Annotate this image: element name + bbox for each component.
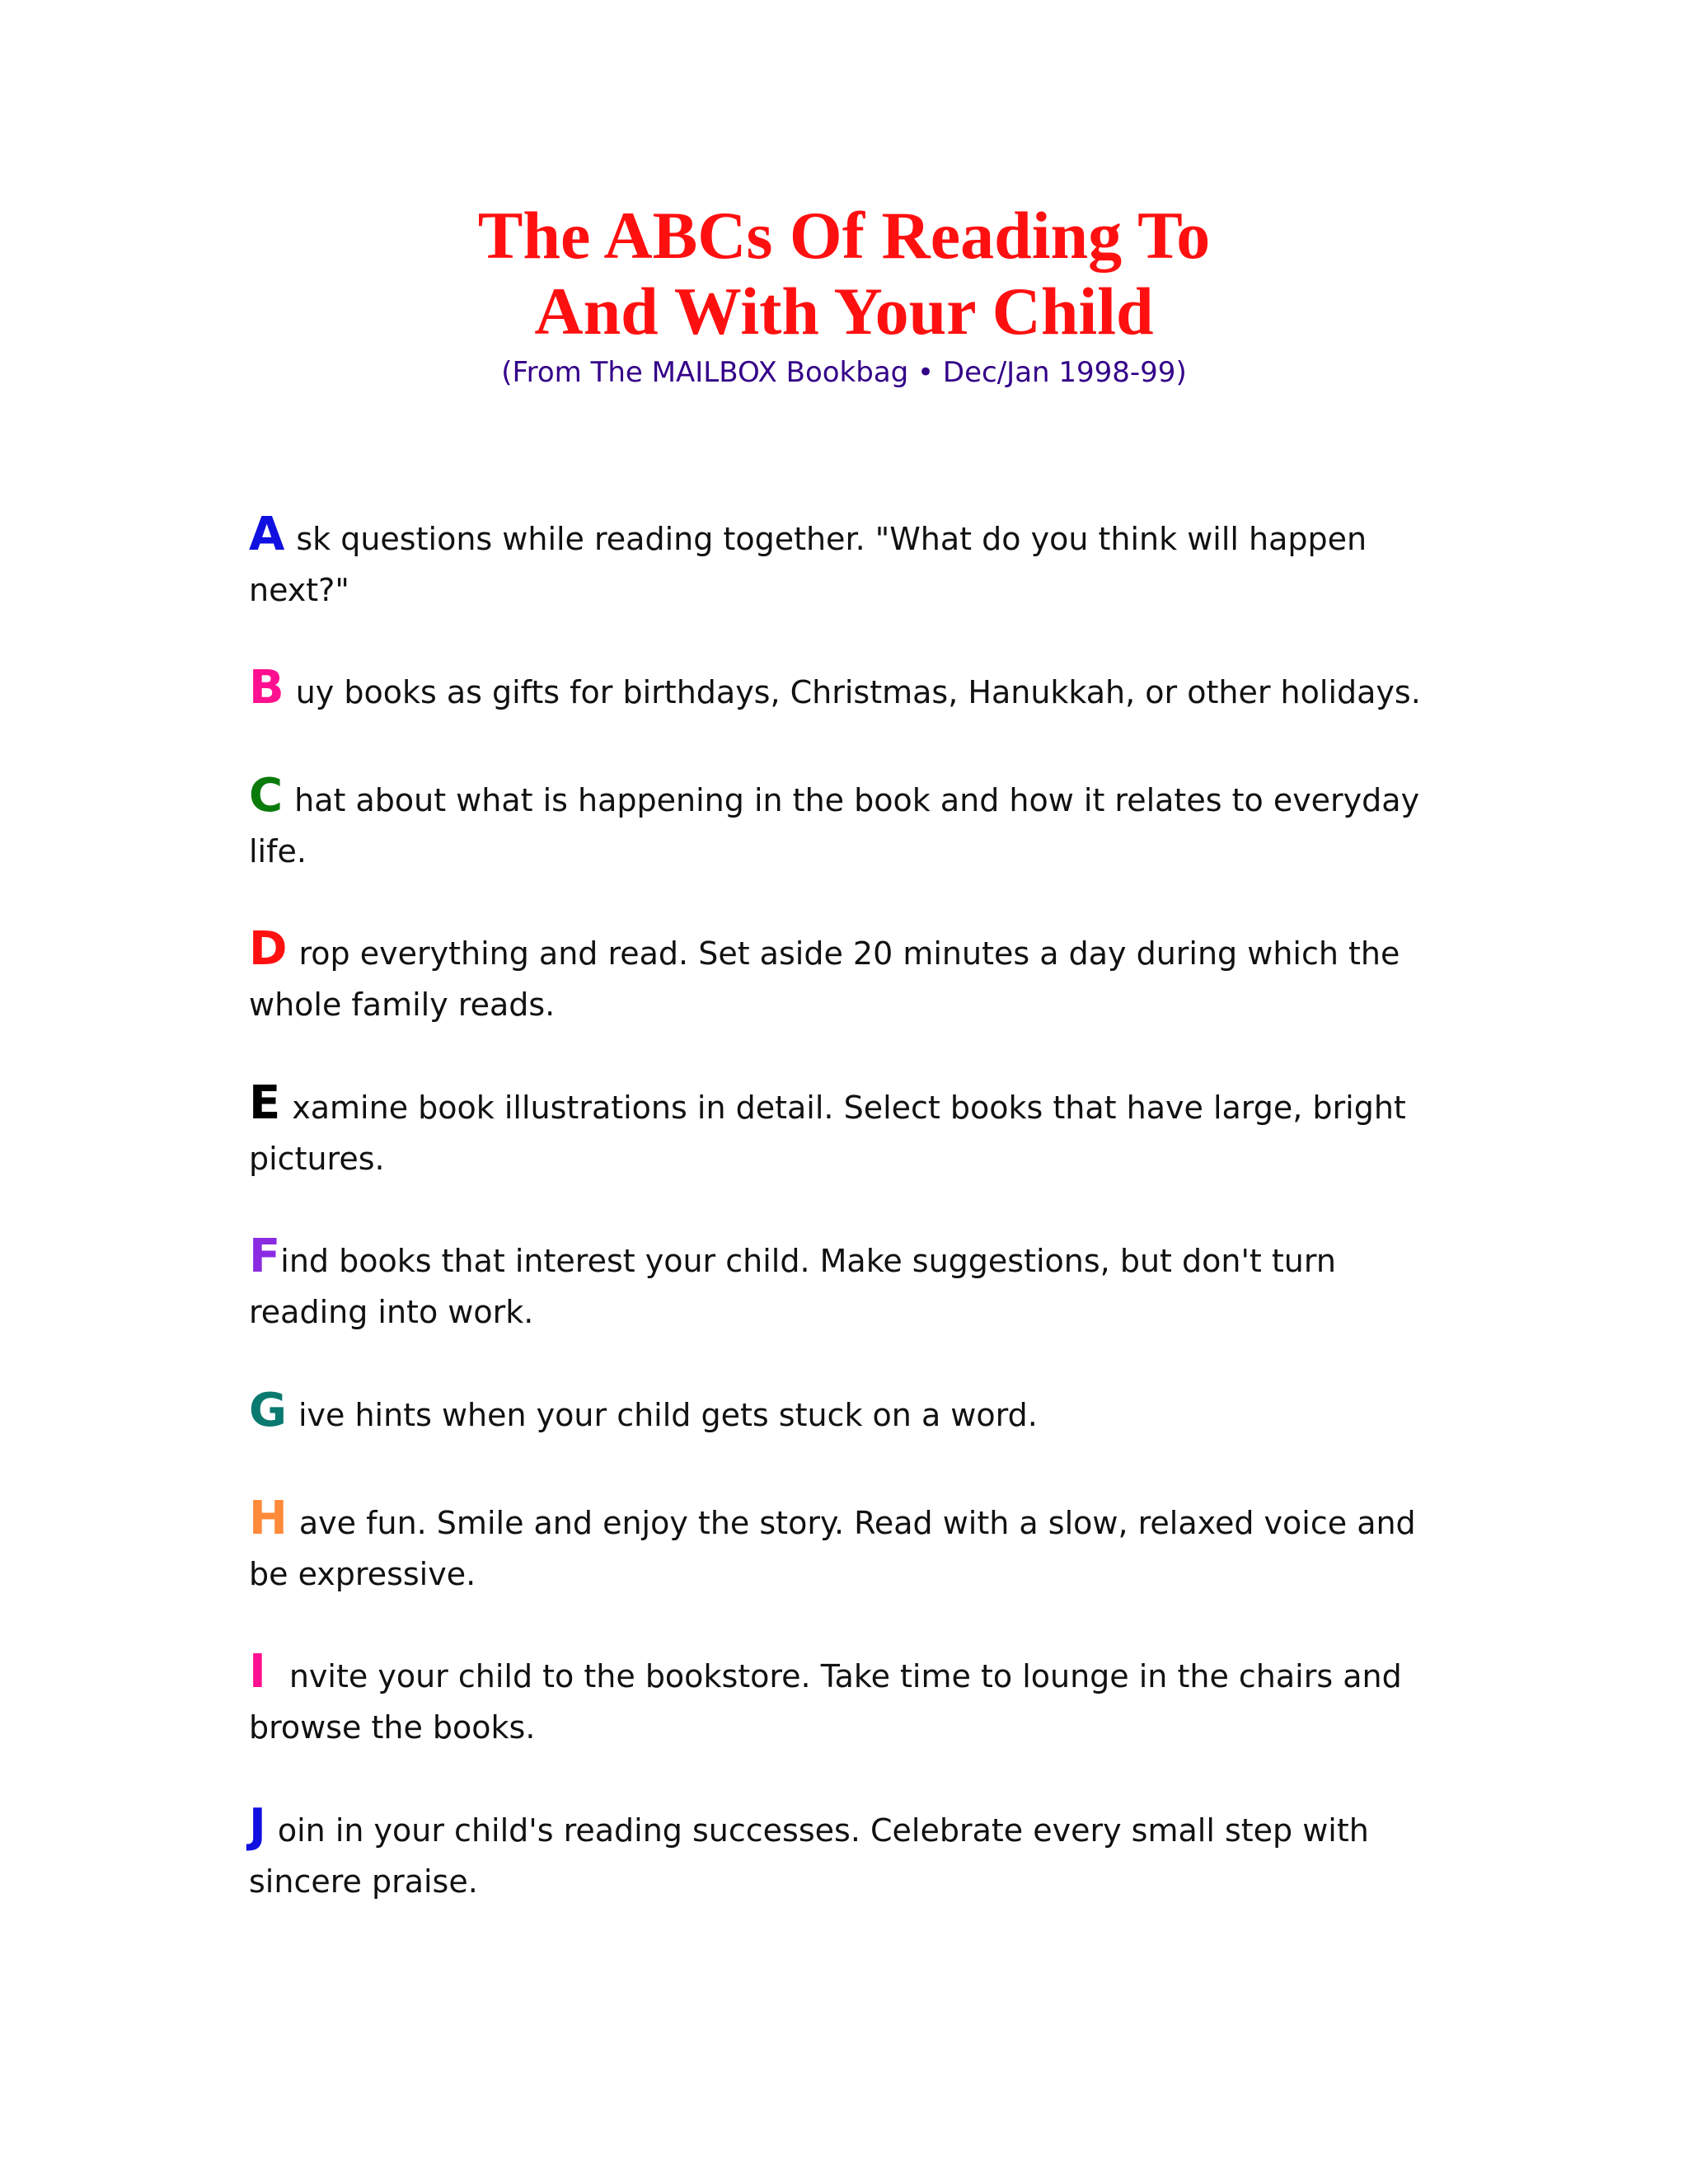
initial-letter: C — [249, 769, 284, 823]
initial-letter: H — [249, 1492, 288, 1545]
initial-letter: A — [249, 508, 285, 561]
list-item-f — [249, 1231, 1452, 1338]
initial-letter: D — [249, 922, 288, 976]
initial-letter: B — [249, 661, 284, 715]
item-text: oin in your child's reading successes. Celebrate every small step with sincere praise. — [249, 1812, 1369, 1900]
document-subtitle: (From The MAILBOX Bookbag • Dec/Jan 1998-99) — [501, 356, 1187, 389]
list-item-b — [249, 663, 1452, 718]
item-text: nvite your child to the bookstore. Take time to lounge in the chairs and browse the books. — [249, 1658, 1402, 1746]
initial-letter: E — [249, 1076, 281, 1130]
list-item-a — [249, 509, 1452, 616]
list-item-c — [249, 771, 1452, 877]
item-text: ind books that interest your child. Make suggestions, but don't turn reading into work. — [249, 1243, 1336, 1330]
list-item-e — [249, 1078, 1452, 1184]
list-item-h — [249, 1493, 1452, 1600]
item-text: uy books as gifts for birthdays, Christmas, Hanukkah, or other holidays. — [295, 674, 1421, 710]
initial-letter: J — [249, 1799, 266, 1853]
item-text: ave fun. Smile and enjoy the story. Read with a slow, relaxed voice and be expressive. — [249, 1505, 1416, 1592]
initial-letter: F — [249, 1230, 281, 1283]
list-item-d — [249, 924, 1452, 1030]
list-item-i — [249, 1647, 1452, 1753]
item-text: xamine book illustrations in detail. Select books that have large, bright pictures. — [249, 1090, 1406, 1177]
item-text: hat about what is happening in the book and how it relates to everyday life. — [249, 782, 1420, 869]
list-item-j — [249, 1801, 1452, 1907]
initial-letter: G — [249, 1384, 287, 1437]
list-item-g — [249, 1385, 1452, 1441]
initial-letter: I — [249, 1645, 266, 1699]
title-line-1: The ABCs Of Reading To — [477, 198, 1211, 273]
item-text: rop everything and read. Set aside 20 minutes a day during which the whole family reads. — [249, 935, 1400, 1023]
item-text: ive hints when your child gets stuck on a word. — [298, 1397, 1038, 1433]
title-line-2: And With Your Child — [534, 274, 1154, 349]
document-title — [0, 198, 1688, 349]
item-text: sk questions while reading together. "What do you think will happen next?" — [249, 521, 1367, 608]
